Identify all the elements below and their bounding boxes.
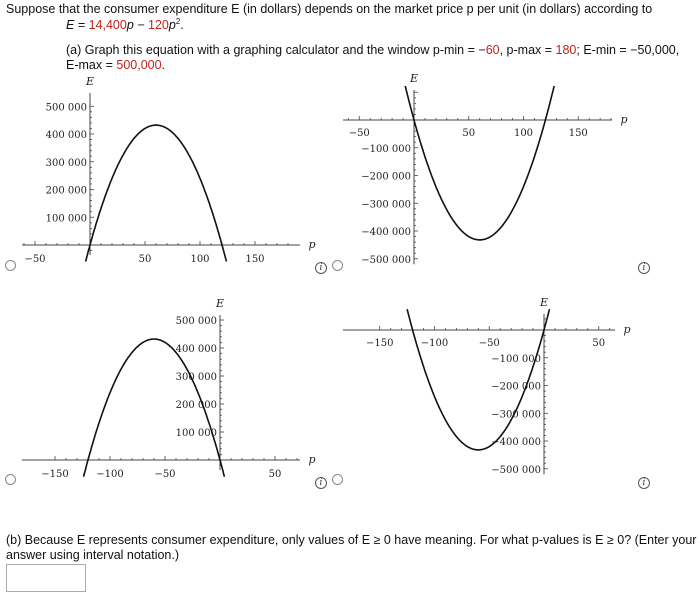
chart2-x-tick-label: 50 — [462, 128, 476, 139]
option-1-radio[interactable] — [5, 260, 16, 271]
chart3-y-tick-label: 500 000 — [175, 316, 217, 327]
option-2-radio[interactable] — [332, 260, 343, 271]
part-b-line1: (b) Because E represents consumer expenditure, only values of E ≥ 0 have meaning. For what p-values is E ≥ 0? (Enter your — [6, 533, 697, 547]
part-a-text3: ; E-min = −50,000, — [576, 43, 680, 57]
chart4-y-tick-label: −100 000 — [491, 353, 541, 365]
chart1-y-tick-label: 300 000 — [45, 157, 87, 169]
chart2-y-tick-label: −100 000 — [361, 143, 411, 155]
chart4-x-tick-label: −100 — [420, 338, 449, 349]
chart4-x-tick-label: −150 — [366, 338, 394, 349]
chart2-y-axis-label: E — [409, 72, 419, 85]
info-icon[interactable]: i — [315, 262, 327, 274]
part-a-text5: . — [161, 58, 166, 72]
chart2-y-tick-label: −400 000 — [361, 227, 411, 238]
pmin-value: 60 — [485, 43, 500, 57]
chart3-y-axis-label: E — [215, 297, 225, 310]
eq-coef2: 120 — [148, 18, 169, 32]
chart2-x-axis-label: p — [620, 113, 628, 126]
chart1-x-tick-label: −50 — [24, 254, 46, 265]
chart2-x-tick-label: 150 — [568, 128, 588, 139]
chart3-y-tick-label: 400 000 — [175, 344, 217, 355]
chart1-y-tick-label: 200 000 — [45, 185, 87, 197]
chart2-parabola — [405, 86, 554, 240]
info-icon[interactable]: i — [638, 477, 650, 489]
option-4-radio[interactable] — [332, 474, 343, 485]
chart2-x-tick-label: −50 — [348, 128, 370, 139]
chart1-x-axis-label: p — [308, 238, 316, 251]
chart1-x-tick-label: 100 — [190, 254, 210, 265]
chart4-x-tick-label: −50 — [478, 338, 500, 349]
info-icon[interactable]: i — [638, 262, 650, 274]
eq-coef1: 14,400 — [88, 18, 127, 32]
chart1-y-tick-label: 100 000 — [45, 213, 87, 225]
chart4-y-axis-label: E — [539, 296, 549, 309]
chart1-y-tick-label: 500 000 — [45, 102, 87, 114]
chart3-x-tick-label: −50 — [154, 469, 176, 480]
chart4-y-tick-label: −400 000 — [491, 437, 541, 448]
info-icon[interactable]: i — [315, 477, 327, 489]
chart3-x-tick-label: −150 — [41, 469, 69, 480]
chart3-parabola — [84, 339, 225, 477]
chart3-y-tick-label: 200 000 — [175, 400, 217, 411]
chart1-y-axis-label: E — [85, 75, 95, 88]
chart4-y-tick-label: −500 000 — [491, 464, 541, 476]
chart1-x-tick-label: 150 — [245, 254, 265, 265]
chart3-x-tick-label: −100 — [96, 469, 124, 480]
chart4-x-tick-label: 50 — [592, 338, 606, 349]
chart2-y-tick-label: −500 000 — [361, 254, 411, 266]
pmax-value: 180 — [555, 43, 577, 57]
option-3-radio[interactable] — [5, 474, 16, 485]
answer-input[interactable] — [6, 564, 86, 592]
chart4-x-axis-label: p — [623, 323, 631, 336]
chart3-y-tick-label: 100 000 — [175, 428, 217, 439]
eq-var: p — [168, 18, 176, 32]
emax-value: 500,000 — [116, 58, 162, 72]
chart2-y-tick-label: −300 000 — [361, 199, 411, 211]
chart2-x-tick-label: 100 — [513, 128, 534, 139]
part-b-line2: answer using interval notation.) — [6, 548, 180, 562]
question-intro: Suppose that the consumer expenditure E (in dollars) depends on the market price p per unit (in dollars) according to — [6, 2, 653, 16]
chart3-y-tick-label: 300 000 — [175, 372, 217, 383]
part-a-text1: (a) Graph this equation with a graphing calculator and the window p-min = − — [66, 43, 486, 57]
chart3-x-tick-label: 50 — [268, 469, 282, 480]
chart3-x-axis-label: p — [308, 453, 316, 466]
part-a-text4: E-max = — [66, 58, 117, 72]
chart1-parabola — [86, 125, 227, 261]
eq-exponent: 2 — [175, 16, 181, 26]
part-a-text2: , p-max = — [499, 43, 556, 57]
chart4-y-tick-label: −300 000 — [491, 409, 541, 421]
eq-mid: p − — [126, 18, 149, 32]
chart2-y-tick-label: −200 000 — [361, 171, 411, 183]
eq-left: E = — [66, 18, 89, 32]
chart1-y-tick-label: 400 000 — [45, 130, 87, 141]
eq-end: . — [180, 18, 184, 32]
chart1-x-tick-label: 50 — [138, 254, 152, 265]
chart4-y-tick-label: −200 000 — [491, 381, 541, 393]
